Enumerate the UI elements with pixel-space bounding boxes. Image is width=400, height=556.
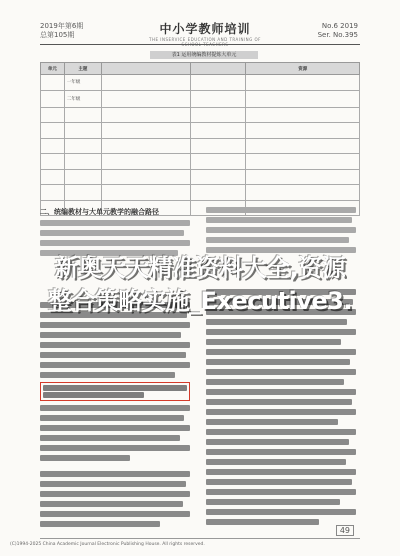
page-number: 49 [336,525,354,536]
text-line [40,332,181,338]
table-header-cell: 资源 [246,63,360,75]
text-line [40,240,190,246]
text-line [206,469,356,475]
table-cell [101,154,190,170]
text-line [206,349,356,355]
text-line [206,237,349,243]
table-cell [64,154,101,170]
table-header-row [41,63,360,75]
table-cell [101,75,190,91]
table-cell [101,107,190,123]
copyright-notice: (C)1994-2025 China Academic Journal Electronic Publishing House. All rights reserved. [10,542,205,547]
table-cell [64,185,101,201]
issue-serial: 总第105期 [40,31,75,39]
journal-masthead [140,20,270,47]
text-line [206,319,347,325]
table-cell [246,90,360,107]
text-line [43,385,187,391]
table-cell [41,185,65,201]
text-line [206,399,352,405]
table-header-cell: 单元 [41,63,65,75]
text-line [40,220,190,226]
text-line [206,329,356,335]
text-line [40,445,190,451]
table-cell [246,138,360,154]
text-line [206,379,344,385]
table-cell [64,138,101,154]
table-cell [101,185,190,201]
text-line [206,217,352,223]
table-cell [190,169,245,185]
highlighted-passage [40,382,190,401]
table-row [41,107,360,123]
text-line [206,409,356,415]
journal-subtitle: THE INSERVICE EDUCATION AND TRAINING OF SCHOOL TEACHERS [149,37,261,47]
text-line [206,227,356,233]
text-line [43,392,144,398]
issue-info-right [318,22,358,40]
table-row [41,185,360,201]
table-header-cell [101,63,190,75]
table-caption: 表1 运用统编教材提炼大单元 [150,51,258,59]
journal-title: 中小学教师培训 [159,22,251,36]
table-cell [101,123,190,139]
text-line [40,425,190,431]
text-line [40,342,190,348]
text-line [40,511,190,517]
text-line [206,509,356,515]
table-cell [246,107,360,123]
table-cell [190,107,245,123]
footer-divider [40,538,360,539]
issue-number: No.6 2019 [321,22,358,30]
table-row [41,154,360,170]
table-cell [246,169,360,185]
text-line [40,501,183,507]
section-heading: 二、统编教材与大单元教学的融合路径 [40,208,159,216]
table-cell [190,154,245,170]
text-line [40,455,130,461]
text-line [40,372,175,378]
text-line [206,449,356,455]
text-line [40,405,190,411]
text-line [40,471,190,477]
text-line [206,359,350,365]
text-line [206,369,356,375]
table-cell [64,123,101,139]
text-line [206,499,340,505]
table-row [41,123,360,139]
table-cell: 一年级 [64,75,101,91]
table-cell [190,123,245,139]
table-cell [101,169,190,185]
text-line [206,207,356,213]
table-cell [101,90,190,107]
table-cell [41,90,65,107]
table-row [41,75,360,91]
text-line [40,521,160,527]
text-line [206,419,338,425]
text-line [40,481,186,487]
text-line [206,489,356,495]
table-header-cell: 主题 [64,63,101,75]
table-cell [246,123,360,139]
table-cell [41,138,65,154]
table-row [41,90,360,107]
table-cell [64,107,101,123]
table-row [41,169,360,185]
table-cell [101,138,190,154]
text-line [206,389,356,395]
table-cell [64,169,101,185]
table-cell: 二年级 [64,90,101,107]
header-divider [40,44,360,45]
text-line [206,439,349,445]
table-cell [41,107,65,123]
text-line [40,435,180,441]
table-cell [246,154,360,170]
text-line [206,339,341,345]
text-line [40,322,190,328]
table-cell [246,185,360,201]
overlay-headline-line2: 整合策略实施_Executive3. [48,287,352,315]
table-cell [41,123,65,139]
overlay-headline-line1: 新奥天天精准资料大全,资源 [54,254,346,282]
text-line [206,429,356,435]
text-line [40,415,184,421]
issue-info-left [40,22,83,40]
text-line [40,491,190,497]
table-header-cell [190,63,245,75]
text-line [206,479,352,485]
table-cell [41,154,65,170]
table-cell [190,138,245,154]
text-line [206,459,346,465]
table-cell [190,185,245,201]
table-row [41,138,360,154]
table-cell [190,75,245,91]
text-line [40,352,186,358]
table-cell [41,75,65,91]
table-cell [41,169,65,185]
curriculum-table [40,62,360,216]
table-cell [190,90,245,107]
text-line [40,230,184,236]
text-line [40,362,190,368]
issue-year: 2019年第6期 [40,22,84,30]
series-number: Ser. No.395 [317,31,358,39]
text-line [206,519,319,525]
table-cell [246,75,360,91]
